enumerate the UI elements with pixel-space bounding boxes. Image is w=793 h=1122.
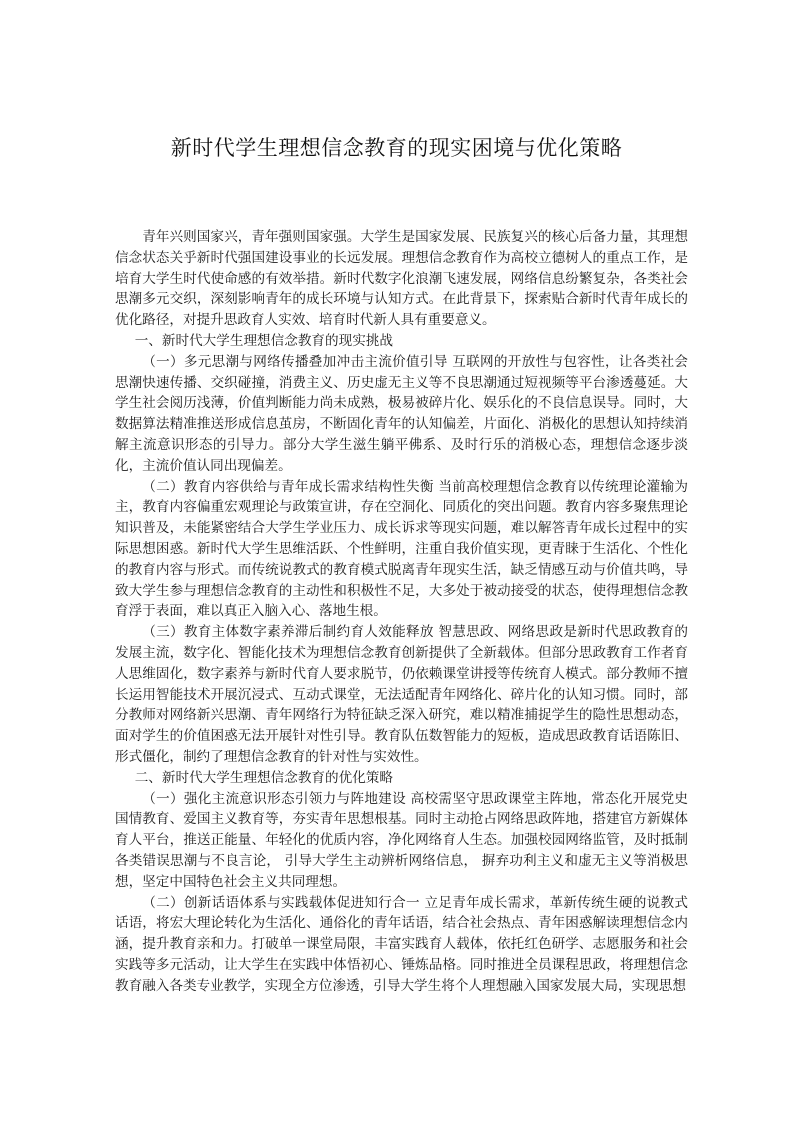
section-heading-1: 一、新时代大学生理想信念教育的现实挑战 [134, 332, 393, 349]
document-title: 新时代学生理想信念教育的现实困境与优化策略 [170, 136, 623, 160]
section1-paragraph-3: （三）教育主体数字素养滞后制约育人效能释放 智慧思政、网络思政是新时代思政教育的发展主流，数字化、智能化技术为理想信念教育创新提供了全新载体。但部分思政教育工作者育人思维固化，数字素养与新时代育人要求脱节，仍依赖课堂讲授等传统育人模式。部分教师不擅长运用智能技术开展沉浸式、互动式课堂，无法适配青年网络化、碎片化的认知习惯。同时，部分教师对网络新兴思潮、青年网络行为特征缺乏深入研究，难以精准捕捉学生的隐性思想动态，面对学生的价值困惑无法开展针对性引导。教育队伍数智能力的短板，造成思政教育话语陈旧、形式僵化，制约了理想信念教育的针对性与实效性。 [115, 624, 688, 765]
section1-paragraph-1: （一）多元思潮与网络传播叠加冲击主流价值引导 互联网的开放性与包容性，让各类社会思潮快速传播、交织碰撞，消费主义、历史虚无主义等不良思潮通过短视频等平台渗透蔓延。大学生社会阅历浅薄，价值判断能力尚未成熟，极易被碎片化、娱乐化的不良信息误导。同时，大数据算法精准推送形成信息茧房，不断固化青年的认知偏差，片面化、消极化的思想认知持续消解主流意识形态的引导力。部分大学生滋生躺平佛系、及时行乐的消极心态，理想信念逐步淡化，主流价值认同出现偏差。 [115, 353, 688, 474]
intro-paragraph: 青年兴则国家兴，青年强则国家强。大学生是国家发展、民族复兴的核心后备力量，其理想信念状态关乎新时代强国建设事业的长远发展。理想信念教育作为高校立德树人的重点工作，是培育大学生时代使命感的有效举措。新时代数字化浪潮飞速发展，网络信息纷繁复杂，各类社会思潮多元交织，深刻影响青年的成长环境与认知方式。在此背景下，探索贴合新时代青年成长的优化路径，对提升思政育人实效、培育时代新人具有重要意义。 [115, 229, 688, 329]
section1-paragraph-2: （二）教育内容供给与青年成长需求结构性失衡 当前高校理想信念教育以传统理论灌输为主，教育内容偏重宏观理论与政策宣讲，存在空洞化、同质化的突出问题。教育内容多聚焦理论知识普及，未能紧密结合大学生学业压力、成长诉求等现实问题，难以解答青年成长过程中的实际思想困惑。新时代大学生思维活跃、个性鲜明，注重自我价值实现，更青睐于生活化、个性化的教育内容与形式。而传统说教式的教育模式脱离青年现实生活，缺乏情感互动与价值共鸣，导致大学生参与理想信念教育的主动性和积极性不足，大多处于被动接受的状态，使得理想信念教育浮于表面，难以真正入脑入心、落地生根。 [115, 478, 688, 620]
section2-paragraph-2: （二）创新话语体系与实践载体促进知行合一 立足青年成长需求，革新传统生硬的说教式话语，将宏大理论转化为生活化、通俗化的青年话语，结合社会热点、青年困惑解读理想信念内涵，提升教育亲和力。打破单一课堂局限，丰富实践育人载体，依托红色研学、志愿服务和社会实践等多元活动，让大学生在实践中体悟初心、锤炼品格。同时推进全员课程思政，将理想信念教育融入各类专业教学，实现全方位渗透，引导大学生将个人理想融入国家发展大局，实现思想 [115, 894, 688, 994]
section2-paragraph-1: （一）强化主流意识形态引领力与阵地建设 高校需坚守思政课堂主阵地，常态化开展党史国情教育、爱国主义教育等，夯实青年思想根基。同时主动抢占网络思政阵地，搭建官方新媒体育人平台，推送正能量、年轻化的优质内容，净化网络育人生态。加强校园网络监管，及时抵制各类错误思潮与不良言论， 引导大学生主动辨析网络信息， 摒弃功利主义和虚无主义等消极思想，坚定中国特色社会主义共同理想。 [115, 790, 688, 890]
document-body [115, 227, 688, 996]
section-heading-2: 二、新时代大学生理想信念教育的优化策略 [134, 769, 393, 786]
